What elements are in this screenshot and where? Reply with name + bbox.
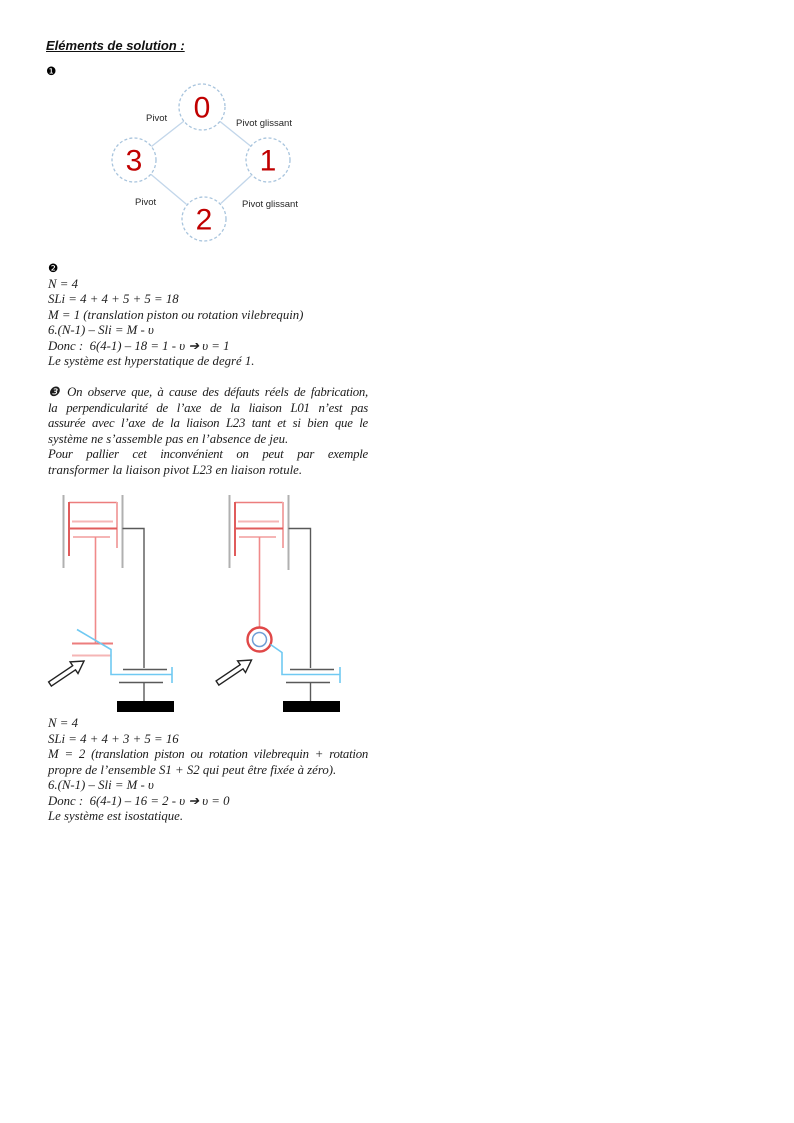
- paragraph-line: ❸ On observe que, à cause des défauts réels de fabrication,: [48, 385, 368, 399]
- graph-edge-3-2: [151, 174, 187, 204]
- solution2-block: [48, 261, 368, 370]
- paragraph-line: Pour pallier cet inconvénient on peut par exemple: [48, 447, 368, 461]
- conclusion-line: Le système est isostatique.: [48, 809, 184, 823]
- equation-line: M = 2 (translation piston ou rotation vilebrequin + rotation: [48, 747, 368, 761]
- equation-line: N = 4: [48, 276, 78, 291]
- paragraph-line: système ne s’assemble pas en l’absence de jeu.: [48, 431, 289, 446]
- page-title: Eléments de solution :: [46, 38, 185, 53]
- equation-line: 6.(N-1) – Sli = M - υ: [48, 323, 154, 337]
- equation-line: SLi = 4 + 4 + 3 + 5 = 16: [48, 731, 179, 746]
- ground-block: [117, 701, 174, 712]
- piston-mechanism-right: [216, 495, 340, 712]
- rod-fork-end: [72, 644, 113, 656]
- arrow-icon: [49, 661, 84, 686]
- ground-block: [283, 701, 340, 712]
- paragraph-line: la perpendicularité de l’axe de la liaison L01 n’est pas: [48, 400, 368, 415]
- edge-label-pivot-bottom: Pivot: [135, 197, 157, 208]
- edge-label-pivot-top: Pivot: [146, 113, 168, 124]
- graph-node-2-label: 2: [195, 203, 213, 237]
- mechanism-figure: [40, 488, 370, 714]
- graph-edges: [151, 121, 251, 204]
- bullet-1: ❶: [46, 64, 57, 78]
- linkage-graph-diagram: [95, 73, 325, 245]
- observation-paragraph: [48, 385, 368, 478]
- graph-node-3-label: 3: [125, 144, 143, 178]
- edge-label-pivot-glissant-top: Pivot glissant: [236, 118, 292, 129]
- edge-label-pivot-glissant-bottom: Pivot glissant: [242, 199, 298, 210]
- arrow-icon: [216, 660, 251, 685]
- piston-mechanism-left: [49, 495, 174, 712]
- joint-link: [271, 645, 341, 684]
- cylinder-walls: [64, 495, 123, 568]
- piston: [69, 502, 117, 556]
- equation-line: propre de l’ensemble S1 + S2 qui peut être fixée à zéro).: [48, 762, 337, 777]
- paragraph-line: transformer la liaison pivot L23 en liaison rotule.: [48, 462, 303, 477]
- bullet-2: ❷: [48, 261, 59, 275]
- equation-line: SLi = 4 + 4 + 5 + 5 = 18: [48, 292, 179, 306]
- rotule-ball-joint: [248, 628, 272, 652]
- graph-node-1-label: 1: [259, 144, 277, 178]
- graph-node-0-label: 0: [193, 91, 211, 125]
- equation-line: Donc : 6(4-1) – 18 = 1 - υ ➔ υ = 1: [48, 338, 230, 353]
- solution3-block: [48, 716, 368, 825]
- paragraph-line: assurée avec l’axe de la liaison L23 tant et si bien que le: [48, 416, 368, 430]
- equation-line: 6.(N-1) – Sli = M - υ: [48, 778, 154, 792]
- equation-line: Donc : 6(4-1) – 16 = 2 - υ ➔ υ = 0: [48, 793, 230, 808]
- equation-line: M = 1 (translation piston ou rotation vilebrequin): [48, 307, 304, 322]
- graph-edge-0-3: [151, 121, 184, 146]
- equation-line: N = 4: [48, 716, 78, 730]
- conclusion-line: Le système est hyperstatique de degré 1.: [48, 354, 255, 368]
